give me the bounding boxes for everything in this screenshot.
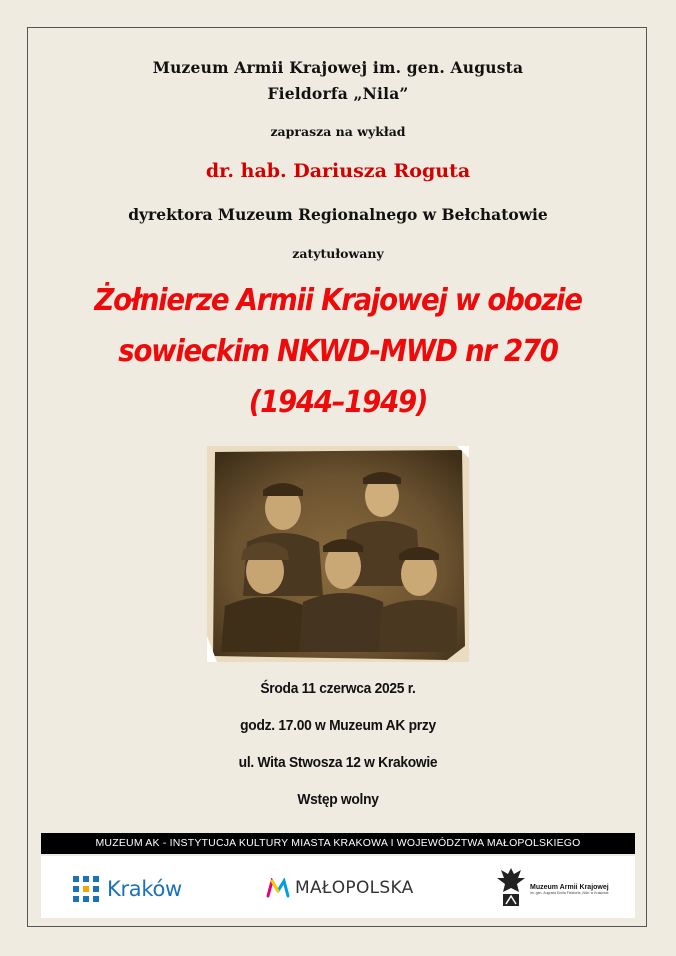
malopolska-logo <box>266 878 414 898</box>
event-entry: Wstęp wolny <box>297 791 379 808</box>
krakow-logo <box>73 876 182 902</box>
titled-text: zatytułowany <box>292 246 384 261</box>
eagle-emblem-icon <box>495 864 527 908</box>
muzeum-logo-subtitle: im. gen. Augusta Emila Fieldorfa „Nila” w Krakowie <box>530 891 609 895</box>
muzeum-logo-title: Muzeum Armii Krajowej <box>530 884 609 891</box>
invite-text: zaprasza na wykład <box>270 124 406 139</box>
organizer-line-1: Muzeum Armii Krajowej im. gen. Augusta <box>152 58 524 77</box>
speaker-name: dr. hab. Dariusza Roguta <box>205 160 471 182</box>
event-date: Środa 11 czerwca 2025 r. <box>260 680 416 697</box>
malopolska-m-icon <box>266 878 290 898</box>
event-time-place: godz. 17.00 w Muzeum AK przy <box>240 717 436 734</box>
event-address: ul. Wita Stwosza 12 w Krakowie <box>238 754 438 771</box>
organizer-line-2: Fieldorfa „Nila” <box>267 84 409 103</box>
krakow-emblem-icon <box>73 876 99 902</box>
lecture-title-line-1: Żołnierze Armii Krajowej w obozie <box>94 283 582 318</box>
malopolska-logo-text: MAŁOPOLSKA <box>295 878 414 898</box>
logo-strip <box>41 856 635 918</box>
speaker-role: dyrektora Muzeum Regionalnego w Bełchatowie <box>128 205 548 224</box>
historical-photo <box>207 446 469 662</box>
footer-banner: MUZEUM AK - INSTYTUCJA KULTURY MIASTA KRAKOWA I WOJEWÓDZTWA MAŁOPOLSKIEGO <box>41 833 635 854</box>
lecture-title-line-2: sowieckim NKWD-MWD nr 270 <box>118 334 558 369</box>
krakow-logo-text: Kraków <box>107 877 182 901</box>
lecture-title-line-3: (1944–1949) <box>248 385 428 420</box>
muzeum-ak-logo <box>495 864 609 908</box>
